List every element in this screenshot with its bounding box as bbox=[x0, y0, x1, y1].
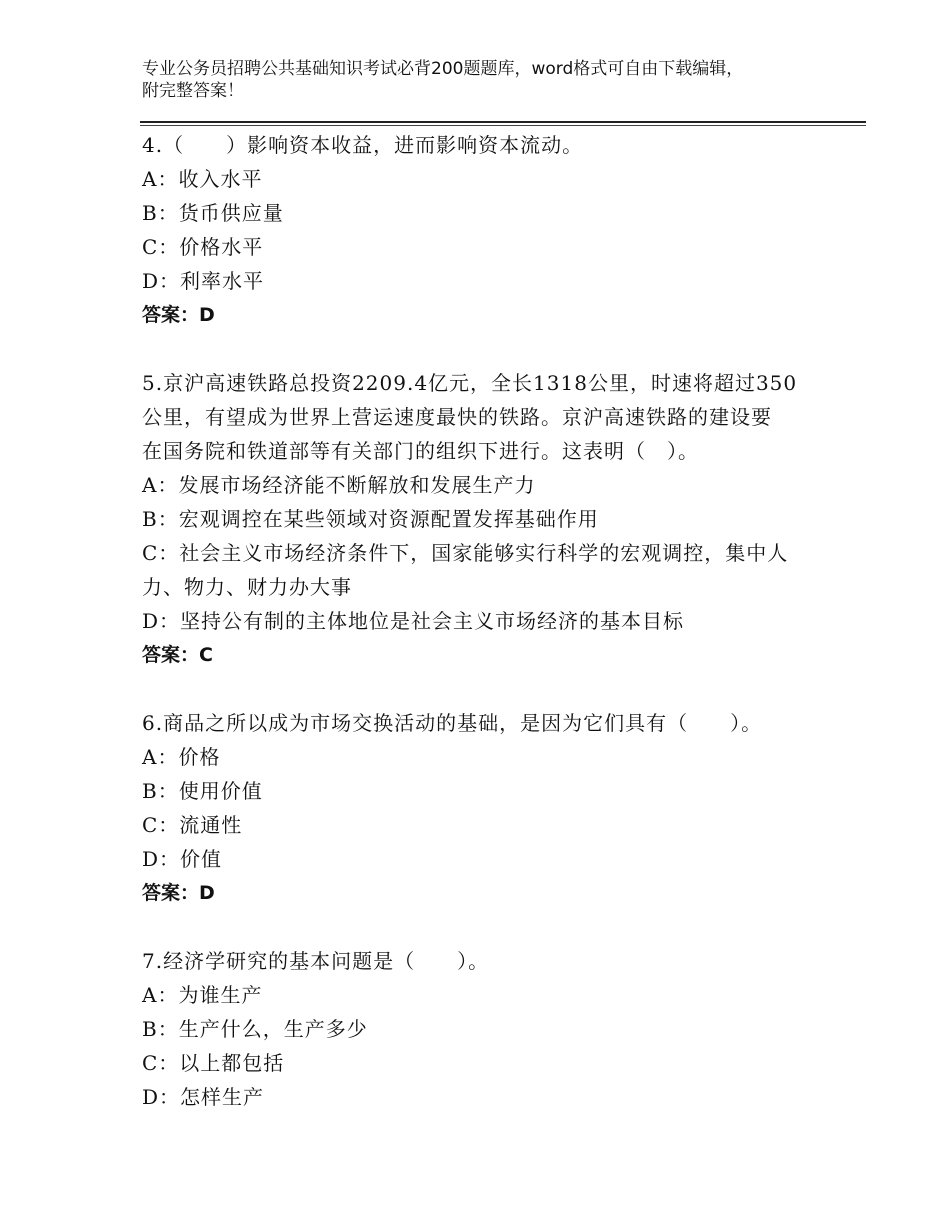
option-c-continued: 力、物力、财力办大事 bbox=[142, 575, 352, 599]
header-line-1: 专业公务员招聘公共基础知识考试必背200题题库，word格式可自由下载编辑， bbox=[142, 59, 744, 79]
header-line-2: 附完整答案！ bbox=[142, 81, 244, 101]
option-c: C：以上都包括 bbox=[142, 1051, 285, 1075]
option-c: C：流通性 bbox=[142, 813, 243, 837]
answer-label: 答案：D bbox=[142, 882, 215, 904]
option-d: D：坚持公有制的主体地位是社会主义市场经济的基本目标 bbox=[142, 609, 685, 633]
header-divider-thin bbox=[140, 125, 866, 126]
option-a: A：为谁生产 bbox=[142, 983, 263, 1007]
option-a: A：收入水平 bbox=[142, 167, 263, 191]
option-b: B：使用价值 bbox=[142, 779, 263, 803]
question-5 bbox=[142, 366, 822, 672]
header-divider-thick bbox=[140, 121, 866, 123]
question-6 bbox=[142, 706, 822, 910]
question-stem: 7.经济学研究的基本问题是（ ）。 bbox=[142, 949, 490, 973]
question-stem: 4.（ ）影响资本收益，进而影响资本流动。 bbox=[142, 133, 584, 157]
answer-label: 答案：D bbox=[142, 304, 215, 326]
option-c: C：社会主义市场经济条件下，国家能够实行科学的宏观调控，集中人 bbox=[142, 541, 789, 565]
question-list bbox=[142, 128, 822, 1148]
option-a: A：发展市场经济能不断解放和发展生产力 bbox=[142, 473, 536, 497]
question-stem: 5.京沪高速铁路总投资2209.4亿元，全长1318公里，时速将超过350 bbox=[142, 371, 798, 395]
question-stem: 在国务院和铁道部等有关部门的组织下进行。这表明（ ）。 bbox=[142, 439, 699, 463]
option-c: C：价格水平 bbox=[142, 235, 264, 259]
question-4 bbox=[142, 128, 822, 332]
question-7 bbox=[142, 944, 822, 1114]
option-b: B：生产什么，生产多少 bbox=[142, 1017, 368, 1041]
option-d: D：怎样生产 bbox=[142, 1085, 265, 1109]
option-b: B：宏观调控在某些领域对资源配置发挥基础作用 bbox=[142, 507, 599, 531]
option-b: B：货币供应量 bbox=[142, 201, 284, 225]
answer-label: 答案：C bbox=[142, 644, 213, 666]
option-d: D：价值 bbox=[142, 847, 223, 871]
option-a: A：价格 bbox=[142, 745, 221, 769]
question-stem: 公里，有望成为世界上营运速度最快的铁路。京沪高速铁路的建设要 bbox=[142, 405, 772, 429]
option-d: D：利率水平 bbox=[142, 269, 265, 293]
question-stem: 6.商品之所以成为市场交换活动的基础，是因为它们具有（ ）。 bbox=[142, 711, 763, 735]
document-header bbox=[142, 58, 842, 102]
